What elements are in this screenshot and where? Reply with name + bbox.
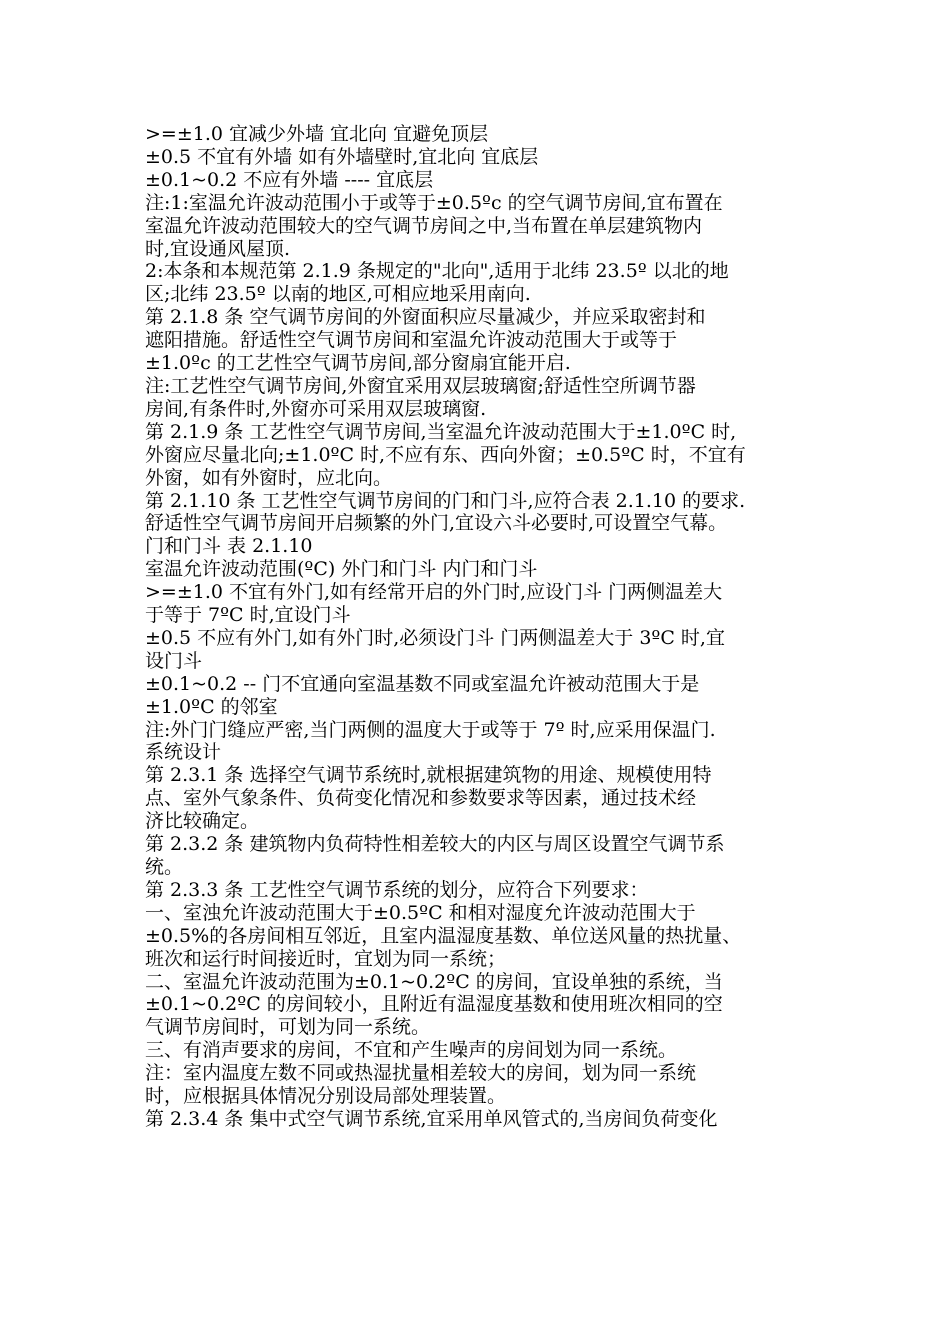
table-row: >=±1.0 不宜有外门,如有经常开启的外门时,应设门斗 门两侧温差大 — [145, 581, 723, 604]
text-line: 注:工艺性空气调节房间,外窗宜采用双层玻璃窗;舒适性空所调节器 — [145, 374, 696, 397]
text-line: 班次和运行时间接近时，宜划为同一系统； — [145, 947, 507, 970]
text-line: 一、室浊允许波动范围大于±0.5ºC 和相对湿度允许波动范围大于 — [145, 901, 696, 924]
text-line: 外窗，如有外窗时，应北向。 — [145, 466, 393, 489]
text-line: 统。 — [145, 856, 184, 878]
table-row: 于等于 7ºC 时,宜设门斗 — [145, 604, 351, 627]
text-line: 舒适性空气调节房间开启频繁的外门,宜设六斗必要时,可设置空气幕。 — [145, 512, 728, 535]
document-page — [145, 123, 825, 1131]
section-heading: 系统设计 — [145, 741, 222, 764]
text-line: 室温允许波动范围较大的空气调节房间之中,当布置在单层建筑物内 — [145, 214, 703, 237]
text-line: 第 2.3.3 条 工艺性空气调节系统的划分，应符合下列要求： — [145, 878, 649, 901]
text-line: ±0.1~0.2 不应有外墙 ---- 宜底层 — [145, 168, 434, 191]
text-line: 时，应根据具体情况分别设局部处理装置。 — [145, 1085, 507, 1108]
table-header: 室温允许波动范围(ºC) 外门和门斗 内门和门斗 — [145, 558, 538, 581]
text-line: 时,宜设通风屋顶. — [145, 237, 291, 260]
text-line: ±0.5%的各房间相互邻近，且室内温湿度基数、单位送风量的热扰量、 — [145, 924, 742, 947]
text-line: 2:本条和本规范第 2.1.9 条规定的"北向",适用于北纬 23.5º 以北的地 — [145, 260, 729, 283]
text-line: 气调节房间时，可划为同一系统。 — [145, 1016, 431, 1039]
text-line: 注：室内温度左数不同或热湿扰量相差较大的房间，划为同一系统 — [145, 1062, 697, 1085]
table-row: ±0.5 不应有外门,如有外门时,必须设门斗 门两侧温差大于 3ºC 时,宜 — [145, 626, 725, 649]
text-line: 第 2.1.9 条 工艺性空气调节房间,当室温允许波动范围大于±1.0ºC 时, — [145, 420, 737, 443]
text-line: 济比较确定。 — [145, 810, 260, 833]
text-line: ±1.0ºc 的工艺性空气调节房间,部分窗扇宜能开启. — [145, 352, 571, 375]
text-line: 房间,有条件时,外窗亦可采用双层玻璃窗. — [145, 397, 487, 420]
table-note: 注:外门门缝应严密,当门两侧的温度大于或等于 7º 时,应采用保温门. — [145, 718, 716, 741]
text-line: 外窗应尽量北向;±1.0ºC 时,不应有东、西向外窗；±0.5ºC 时，不宜有 — [145, 443, 746, 466]
text-line: 二、室温允许波动范围为±0.1~0.2ºC 的房间，宜设单独的系统，当 — [145, 970, 723, 993]
text-line: 第 2.1.10 条 工艺性空气调节房间的门和门斗,应符合表 2.1.10 的要求. — [145, 489, 746, 512]
text-line: 第 2.3.1 条 选择空气调节系统时,就根据建筑物的用途、规模使用特 — [145, 764, 712, 787]
text-line: 三、有消声要求的房间，不宜和产生噪声的房间划为同一系统。 — [145, 1039, 678, 1062]
text-line: 区;北纬 23.5º 以南的地区,可相应地采用南向. — [145, 283, 531, 306]
table-row: ±0.1~0.2 -- 门不宜通向室温基数不同或室温允许被动范围大于是 — [145, 672, 700, 695]
text-line: 点、室外气象条件、负荷变化情况和参数要求等因素，通过技术经 — [145, 787, 697, 810]
table-title: 门和门斗 表 2.1.10 — [145, 535, 313, 558]
table-row: 设门斗 — [145, 649, 203, 672]
text-line: 遮阳措施。舒适性空气调节房间和室温允许波动范围大于或等于 — [145, 329, 678, 352]
text-line: 第 2.1.8 条 空气调节房间的外窗面积应尽量减少，并应采取密封和 — [145, 306, 706, 329]
text-line: ±0.1~0.2ºC 的房间较小，且附近有温湿度基数和使用班次相同的空 — [145, 993, 723, 1016]
text-line: >=±1.0 宜减少外墙 宜北向 宜避免顶层 — [145, 123, 489, 145]
text-line: ±0.5 不宜有外墙 如有外墙壁时,宜北向 宜底层 — [145, 145, 539, 168]
text-line: 第 2.3.2 条 建筑物内负荷特性相差较大的内区与周区设置空气调节系 — [145, 833, 725, 856]
text-line: 注:1:室温允许波动范围小于或等于±0.5ºc 的空气调节房间,宜布置在 — [145, 191, 723, 214]
table-row: ±1.0ºC 的邻室 — [145, 695, 278, 718]
text-line: 第 2.3.4 条 集中式空气调节系统,宜采用单风管式的,当房间负荷变化 — [145, 1107, 718, 1130]
